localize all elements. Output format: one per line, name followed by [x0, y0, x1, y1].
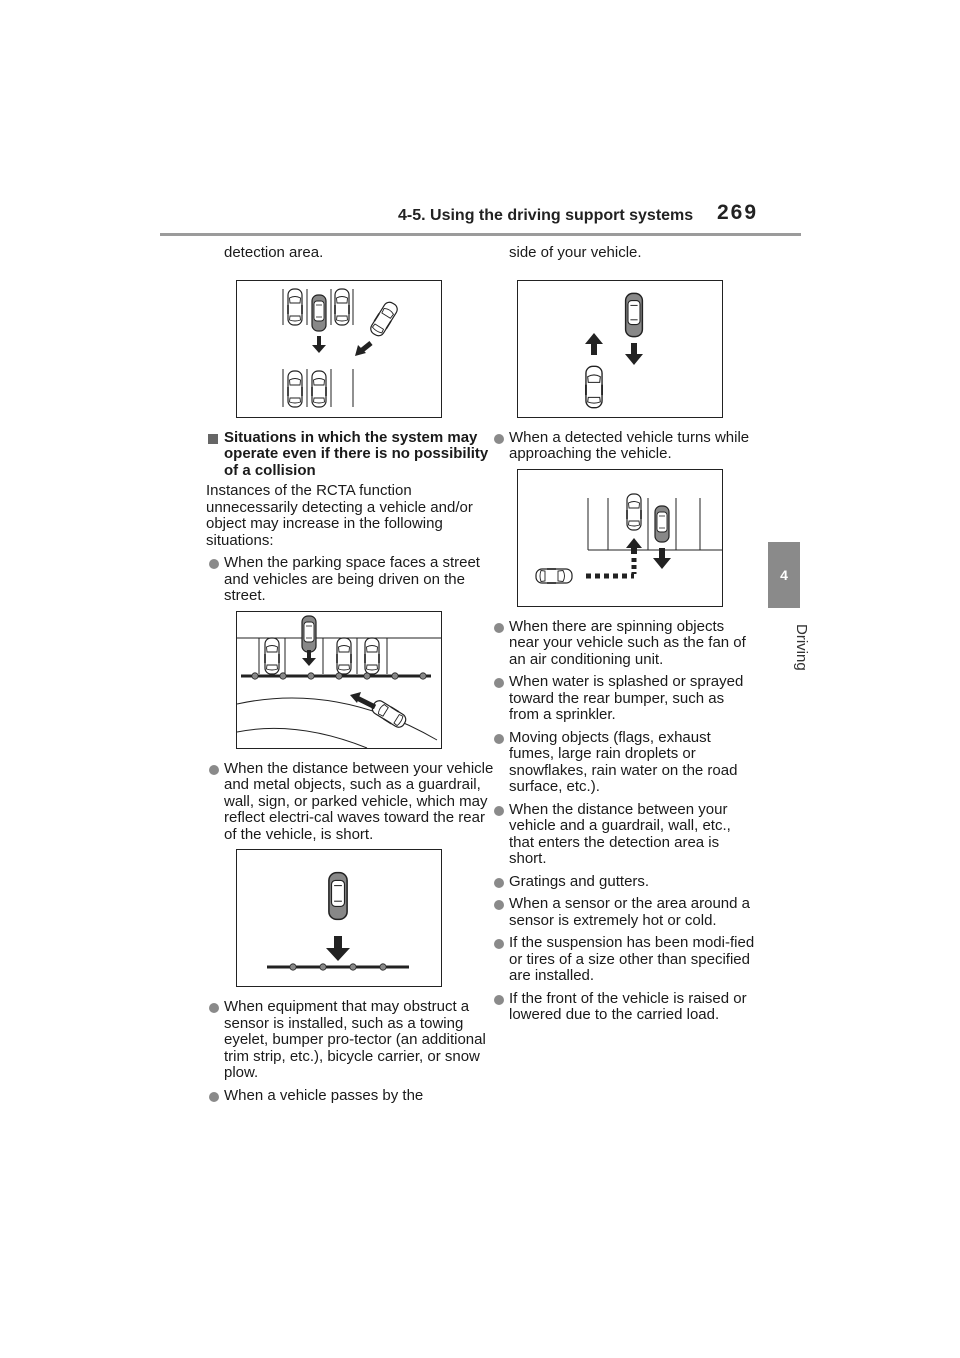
chapter-tab[interactable] [768, 542, 800, 608]
list-item [491, 730, 756, 796]
left-column [206, 245, 496, 1110]
continuation-text: side of your vehicle. [509, 244, 642, 261]
section-title: 4-5. Using the driving support systems [398, 207, 694, 224]
list-item-text: When a vehicle passes by the [224, 1086, 424, 1104]
bullet-icon [494, 939, 504, 949]
figure-parking-angled-approach [236, 280, 442, 418]
list-item [491, 430, 756, 463]
list-item [206, 555, 496, 605]
figure-vehicle-passing-side [517, 280, 723, 418]
figure-street-facing-parking [236, 611, 442, 749]
list-item [491, 896, 756, 929]
list-item [206, 999, 496, 1082]
bullet-icon [209, 1003, 219, 1013]
bullet-icon [494, 900, 504, 910]
list-item-text: When the distance between your vehicle and a guardrail, wall, etc., that enters the detection area is short. [509, 800, 731, 867]
chapter-number: 4 [780, 567, 788, 583]
list-item-text: If the suspension has been modi-fied or tires of a size other than specified are installed. [509, 934, 755, 984]
section-heading [206, 430, 496, 480]
right-column [491, 245, 756, 1030]
list-item [206, 761, 496, 844]
list-item-text: When equipment that may obstruct a sensor is installed, such as a towing eyelet, bumper pro-tector (an additional trim strip, etc.), bicycle carrier, or snow plow. [224, 998, 486, 1081]
figure-guardrail-behind-vehicle [236, 849, 442, 987]
intro-paragraph: Instances of the RCTA function unnecessarily detecting a vehicle and/or object may increase in the following situations: [206, 482, 473, 549]
chapter-name: Driving [793, 624, 810, 671]
list-item-text: Gratings and gutters. [509, 872, 650, 890]
list-item-text: Moving objects (flags, exhaust fumes, large rain droplets or snowflakes, rain water on the road surface, etc.). [509, 728, 738, 795]
list-item [491, 874, 756, 891]
bullet-icon [494, 678, 504, 688]
figure-vehicle-turning [517, 469, 723, 607]
bullet-icon [209, 559, 219, 569]
list-item-text: If the front of the vehicle is raised or lowered due to the carried load. [509, 989, 747, 1023]
list-item-text: When a detected vehicle turns while approaching the vehicle. [509, 428, 750, 462]
bullet-icon [494, 623, 504, 633]
bullet-icon [494, 734, 504, 744]
list-item [491, 991, 756, 1024]
bullet-icon [209, 765, 219, 775]
list-item [491, 935, 756, 985]
list-item-text: When a sensor or the area around a sensor is extremely hot or cold. [509, 895, 750, 929]
list-item [206, 1088, 496, 1105]
bullet-icon [494, 878, 504, 888]
bullet-icon [494, 806, 504, 816]
list-item [491, 674, 756, 724]
list-item-text: When water is splashed or sprayed toward the rear bumper, such as from a sprinkler. [509, 673, 744, 723]
bullet-icon [494, 995, 504, 1005]
page-number: 269 [717, 201, 759, 224]
heading-text: Situations in which the system may operate even if there is no possibility of a collision [224, 428, 489, 479]
list-item-text: When the distance between your vehicle and metal objects, such as a guardrail, wall, sign, or parked vehicle, which may reflect electri-cal waves toward the rear of the vehicle, is short. [224, 759, 494, 843]
header-rule [160, 233, 801, 236]
bullet-icon [494, 434, 504, 444]
square-bullet-icon [208, 434, 218, 444]
list-item-text: When there are spinning objects near your vehicle such as the fan of an air conditioning unit. [509, 617, 746, 668]
list-item-text: When the parking space faces a street and vehicles are being driven on the street. [224, 554, 480, 604]
list-item [491, 619, 756, 669]
bullet-icon [209, 1092, 219, 1102]
continuation-text: detection area. [224, 244, 324, 261]
list-item [491, 802, 756, 868]
